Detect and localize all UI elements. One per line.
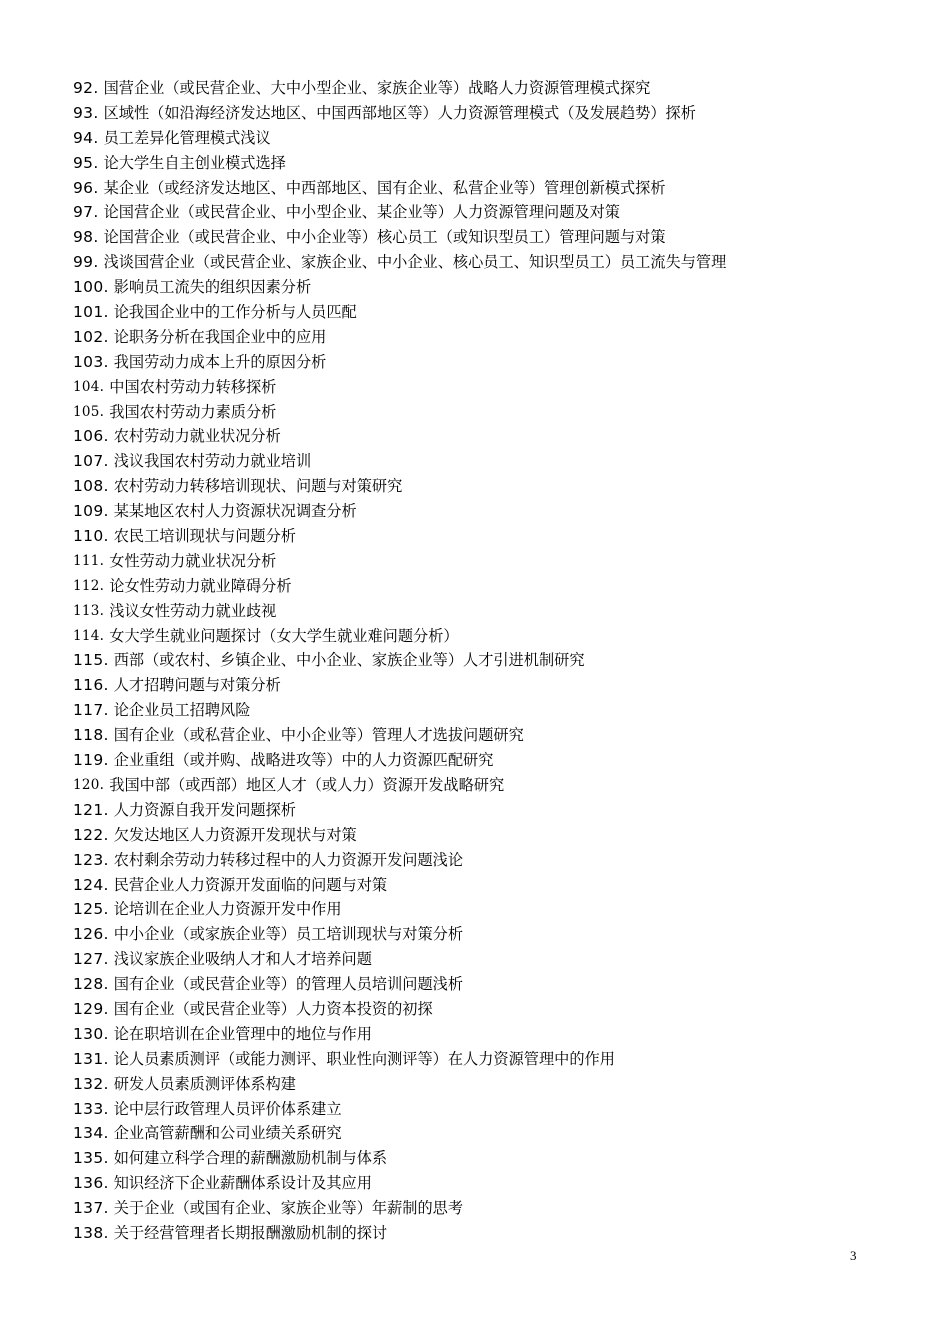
item-number: 131. bbox=[73, 1049, 109, 1068]
item-number: 96. bbox=[73, 178, 99, 197]
item-number: 100. bbox=[73, 278, 109, 297]
item-number: 98. bbox=[73, 228, 99, 247]
item-text: 论人员素质测评（或能力测评、职业性向测评等）在人力资源管理中的作用 bbox=[113, 1049, 615, 1068]
item-number: 130. bbox=[73, 1024, 109, 1043]
item-text: 论在职培训在企业管理中的地位与作用 bbox=[113, 1024, 372, 1043]
item-number: 93. bbox=[73, 103, 99, 122]
topic-list bbox=[73, 76, 726, 1246]
item-text: 浅议家族企业吸纳人才和人才培养问题 bbox=[113, 950, 372, 969]
list-item bbox=[73, 76, 726, 101]
item-number: 105. bbox=[73, 403, 105, 420]
list-item bbox=[73, 176, 726, 201]
item-number: 118. bbox=[73, 726, 109, 745]
item-number: 92. bbox=[73, 79, 99, 97]
list-item bbox=[73, 1072, 726, 1097]
list-item bbox=[73, 873, 726, 898]
list-item bbox=[73, 400, 726, 425]
item-text: 关于企业（或国有企业、家族企业等）年薪制的思考 bbox=[113, 1199, 464, 1218]
item-number: 120. bbox=[73, 776, 105, 793]
item-text: 农村剩余劳动力转移过程中的人力资源开发问题浅论 bbox=[113, 850, 464, 869]
item-text: 研发人员素质测评体系构建 bbox=[113, 1074, 296, 1093]
list-item bbox=[73, 151, 726, 176]
item-number: 113. bbox=[73, 602, 105, 619]
item-text: 浅议女性劳动力就业歧视 bbox=[109, 601, 277, 620]
list-item bbox=[73, 300, 726, 325]
item-number: 104. bbox=[73, 378, 105, 395]
list-item bbox=[73, 1022, 726, 1047]
item-text: 浅谈国营企业（或民营企业、家族企业、中小企业、核心员工、知识型员工）员工流失与管理 bbox=[103, 253, 727, 272]
item-number: 116. bbox=[73, 676, 109, 695]
item-text: 我国劳动力成本上升的原因分析 bbox=[113, 352, 327, 371]
item-text: 人力资源自我开发问题探析 bbox=[113, 800, 296, 819]
item-text: 企业重组（或并购、战略进攻等）中的人力资源匹配研究 bbox=[113, 751, 494, 770]
list-item bbox=[73, 424, 726, 449]
list-item bbox=[73, 848, 726, 873]
item-text: 国有企业（或民营企业等）人力资本投资的初探 bbox=[113, 999, 433, 1018]
list-item bbox=[73, 524, 726, 549]
item-text: 论中层行政管理人员评价体系建立 bbox=[113, 1099, 342, 1118]
list-item bbox=[73, 449, 726, 474]
list-item bbox=[73, 250, 726, 275]
list-item bbox=[73, 275, 726, 300]
item-text: 如何建立科学合理的薪酬激励机制与体系 bbox=[113, 1149, 388, 1168]
item-number: 99. bbox=[73, 253, 99, 272]
item-number: 119. bbox=[73, 751, 109, 770]
list-item bbox=[73, 897, 726, 922]
list-item bbox=[73, 997, 726, 1022]
item-number: 132. bbox=[73, 1074, 109, 1093]
item-number: 127. bbox=[73, 950, 109, 969]
item-number: 107. bbox=[73, 452, 109, 471]
item-number: 122. bbox=[73, 825, 109, 844]
item-number: 103. bbox=[73, 352, 109, 371]
list-item bbox=[73, 972, 726, 997]
item-number: 117. bbox=[73, 701, 109, 720]
list-item bbox=[73, 474, 726, 499]
item-text: 我国农村劳动力素质分析 bbox=[109, 402, 277, 421]
list-item bbox=[73, 1221, 726, 1246]
item-number: 124. bbox=[73, 875, 109, 894]
item-text: 论企业员工招聘风险 bbox=[113, 701, 251, 720]
item-number: 115. bbox=[73, 651, 109, 670]
list-item bbox=[73, 823, 726, 848]
item-number: 110. bbox=[73, 527, 109, 546]
item-text: 国有企业（或民营企业等）的管理人员培训问题浅析 bbox=[113, 975, 464, 994]
list-item bbox=[73, 922, 726, 947]
item-text: 某企业（或经济发达地区、中西部地区、国有企业、私营企业等）管理创新模式探析 bbox=[103, 178, 666, 197]
item-number: 128. bbox=[73, 975, 109, 994]
list-item bbox=[73, 325, 726, 350]
item-number: 112. bbox=[73, 577, 105, 594]
item-text: 论国营企业（或民营企业、中小型企业、某企业等）人力资源管理问题及对策 bbox=[103, 203, 620, 222]
page-number: 3 bbox=[850, 1248, 857, 1263]
list-item bbox=[73, 1171, 726, 1196]
list-item bbox=[73, 698, 726, 723]
item-number: 126. bbox=[73, 925, 109, 944]
item-text: 浅议我国农村劳动力就业培训 bbox=[113, 452, 312, 471]
item-text: 企业高管薪酬和公司业绩关系研究 bbox=[113, 1124, 342, 1143]
item-text: 人才招聘问题与对策分析 bbox=[113, 676, 281, 695]
list-item bbox=[73, 723, 726, 748]
list-item bbox=[73, 748, 726, 773]
item-text: 农民工培训现状与问题分析 bbox=[113, 527, 296, 546]
item-text: 我国中部（或西部）地区人才（或人力）资源开发战略研究 bbox=[109, 775, 505, 794]
item-text: 论我国企业中的工作分析与人员匹配 bbox=[113, 303, 357, 322]
item-text: 员工差异化管理模式浅议 bbox=[103, 128, 271, 147]
item-text: 国有企业（或私营企业、中小企业等）管理人才选拔问题研究 bbox=[113, 726, 524, 745]
item-number: 111. bbox=[73, 552, 105, 569]
list-item bbox=[73, 1097, 726, 1122]
item-text: 女大学生就业问题探讨（女大学生就业难问题分析） bbox=[109, 626, 459, 645]
item-text: 某某地区农村人力资源状况调查分析 bbox=[113, 502, 357, 521]
list-item bbox=[73, 549, 726, 574]
list-item bbox=[73, 673, 726, 698]
item-text: 民营企业人力资源开发面临的问题与对策 bbox=[113, 875, 388, 894]
list-item bbox=[73, 350, 726, 375]
item-number: 95. bbox=[73, 153, 99, 172]
list-item bbox=[73, 126, 726, 151]
item-number: 133. bbox=[73, 1099, 109, 1118]
item-number: 134. bbox=[73, 1124, 109, 1143]
item-number: 94. bbox=[73, 128, 99, 147]
list-item bbox=[73, 1121, 726, 1146]
item-text: 论大学生自主创业模式选择 bbox=[103, 153, 286, 172]
item-number: 102. bbox=[73, 327, 109, 346]
item-text: 农村劳动力转移培训现状、问题与对策研究 bbox=[113, 477, 403, 496]
item-number: 129. bbox=[73, 999, 109, 1018]
item-number: 125. bbox=[73, 900, 109, 919]
list-item bbox=[73, 375, 726, 400]
item-number: 114. bbox=[73, 627, 105, 644]
item-text: 知识经济下企业薪酬体系设计及其应用 bbox=[113, 1174, 372, 1193]
list-item bbox=[73, 773, 726, 798]
item-number: 97. bbox=[73, 203, 99, 222]
list-item bbox=[73, 947, 726, 972]
list-item bbox=[73, 1146, 726, 1171]
item-text: 中国农村劳动力转移探析 bbox=[109, 377, 277, 396]
item-text: 论国营企业（或民营企业、中小企业等）核心员工（或知识型员工）管理问题与对策 bbox=[103, 228, 666, 247]
item-number: 136. bbox=[73, 1174, 109, 1193]
item-text: 关于经营管理者长期报酬激励机制的探讨 bbox=[113, 1223, 388, 1242]
item-number: 138. bbox=[73, 1223, 109, 1242]
item-text: 欠发达地区人力资源开发现状与对策 bbox=[113, 825, 357, 844]
list-item bbox=[73, 648, 726, 673]
list-item bbox=[73, 1196, 726, 1221]
item-text: 区域性（如沿海经济发达地区、中国西部地区等）人力资源管理模式（及发展趋势）探析 bbox=[103, 103, 696, 122]
item-text: 国营企业（或民营企业、大中小型企业、家族企业等）战略人力资源管理模式探究 bbox=[103, 79, 651, 97]
item-text: 论培训在企业人力资源开发中作用 bbox=[113, 900, 342, 919]
item-text: 论职务分析在我国企业中的应用 bbox=[113, 327, 327, 346]
list-item bbox=[73, 599, 726, 624]
list-item bbox=[73, 101, 726, 126]
item-number: 123. bbox=[73, 850, 109, 869]
list-item bbox=[73, 1047, 726, 1072]
item-number: 106. bbox=[73, 427, 109, 446]
item-number: 135. bbox=[73, 1149, 109, 1168]
item-text: 西部（或农村、乡镇企业、中小企业、家族企业等）人才引进机制研究 bbox=[113, 651, 585, 670]
item-number: 109. bbox=[73, 502, 109, 521]
item-text: 影响员工流失的组织因素分析 bbox=[113, 278, 312, 297]
list-item bbox=[73, 200, 726, 225]
list-item bbox=[73, 624, 726, 649]
item-number: 137. bbox=[73, 1199, 109, 1218]
item-text: 论女性劳动力就业障碍分析 bbox=[109, 576, 292, 595]
list-item bbox=[73, 574, 726, 599]
item-number: 101. bbox=[73, 303, 109, 322]
item-number: 121. bbox=[73, 800, 109, 819]
item-text: 中小企业（或家族企业等）员工培训现状与对策分析 bbox=[113, 925, 464, 944]
list-item bbox=[73, 499, 726, 524]
item-number: 108. bbox=[73, 477, 109, 496]
list-item bbox=[73, 225, 726, 250]
item-text: 女性劳动力就业状况分析 bbox=[109, 551, 277, 570]
list-item bbox=[73, 798, 726, 823]
item-text: 农村劳动力就业状况分析 bbox=[113, 427, 281, 446]
